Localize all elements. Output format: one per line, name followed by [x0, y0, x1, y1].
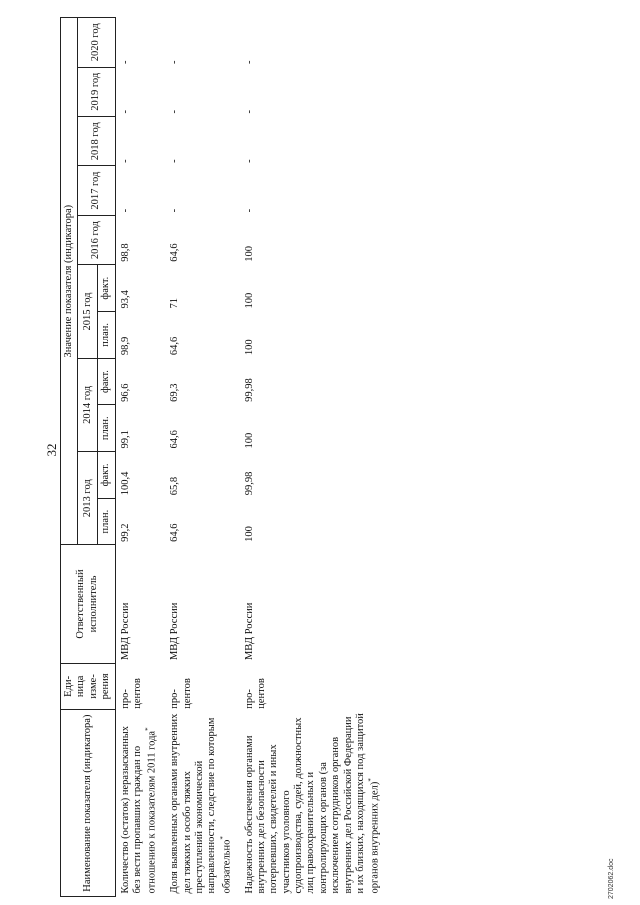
value-2015-plan: 100	[243, 339, 255, 356]
value-2019: -	[169, 109, 181, 114]
value-2014-fact: 96,6	[119, 383, 131, 402]
header-fact: факт.	[98, 358, 115, 405]
value-2016: 64,6	[169, 243, 181, 262]
unit: про-центов	[243, 678, 267, 709]
executor: МВД России	[169, 602, 181, 661]
executor: МВД России	[119, 602, 131, 661]
value-2013-fact: 99,98	[243, 471, 255, 496]
header-plan: план.	[98, 498, 115, 545]
indicator-name	[240, 710, 389, 897]
value-2018: -	[169, 159, 181, 163]
indicator-name	[165, 710, 239, 897]
value-2015-plan: 64,6	[169, 336, 181, 356]
value-2015-fact: 100	[243, 292, 255, 309]
footer-filename: 2702062.doc	[608, 858, 615, 899]
unit: про-центов	[169, 678, 193, 709]
value-2019: -	[119, 109, 131, 114]
header-year-2016: 2016 год	[78, 215, 115, 264]
value-2013-plan: 100	[243, 526, 255, 542]
header-unit: Еди-ница изме-рения	[61, 663, 116, 710]
page-number: 32	[44, 443, 59, 457]
value-2018: -	[119, 159, 131, 163]
value-2015-plan: 98,9	[119, 336, 131, 356]
value-2016: 98,8	[119, 243, 131, 262]
footnote-star: *	[367, 778, 376, 782]
header-year-2018: 2018 год	[78, 116, 115, 165]
header-fact: факт.	[98, 452, 115, 499]
value-2013-fact: 100,4	[119, 471, 131, 496]
value-2014-plan: 100	[243, 432, 255, 449]
indicator-name-text: Доля выявленных органами внутренних дел тяжких и особо тяжких преступлений экономической направленности, следствие по которым обязательно	[169, 713, 233, 894]
value-2014-plan: 99,1	[119, 430, 131, 449]
value-2014-fact: 69,3	[169, 383, 181, 402]
value-2014-fact: 99,98	[243, 378, 255, 402]
value-2013-plan: 64,6	[169, 523, 181, 542]
indicators-table	[60, 17, 388, 897]
value-2013-fact: 65,8	[169, 476, 181, 496]
value-2017: -	[169, 208, 181, 213]
header-fact: факт.	[98, 265, 115, 312]
header-values-title: Значение показателя (индикатора)	[61, 18, 78, 545]
executor: МВД России	[243, 602, 255, 661]
indicator-name-text: Количество (остаток) неразысканных без вести пропавших граждан по отношению к показателям 2011 года	[119, 725, 158, 894]
header-year-2019: 2019 год	[78, 67, 115, 116]
header-year-2014: 2014 год	[78, 358, 98, 451]
header-plan: план.	[98, 311, 115, 358]
value-2019: -	[243, 109, 255, 114]
value-2017: -	[243, 208, 255, 213]
value-2016: 100	[243, 246, 255, 262]
indicator-name-text: Надежность обеспечения органами внутренних дел безопасности потерпевших, свидетелей и иных участников уголовного судопроизводства, судей, должностных лиц правоохранительных и контролирующих органов (за исключением сотрудников органов внутренних дел Российской Федерации и их близких, находящихся под защитой органов внутренних дел)	[243, 713, 381, 894]
unit: про-центов	[119, 678, 143, 709]
value-2014-plan: 64,6	[169, 430, 181, 449]
footnote-star: *	[218, 836, 227, 840]
header-year-2013: 2013 год	[78, 452, 98, 545]
value-2017: -	[119, 208, 131, 213]
value-2020: -	[119, 60, 131, 65]
value-2013-plan: 99,2	[119, 523, 131, 542]
table-row	[240, 18, 389, 897]
value-2015-fact: 93,4	[119, 290, 131, 309]
indicator-name	[115, 710, 165, 897]
value-2015-fact: 71	[169, 297, 181, 309]
header-year-2015: 2015 год	[78, 265, 98, 358]
footnote-star: *	[144, 727, 153, 731]
value-2020: -	[243, 60, 255, 65]
table-row	[165, 18, 239, 897]
header-plan: план.	[98, 405, 115, 452]
header-indicator-name: Наименование показателя (индикатора)	[61, 710, 116, 897]
header-year-2020: 2020 год	[78, 18, 115, 68]
header-executor: Ответственный исполнитель	[61, 545, 116, 663]
value-2020: -	[169, 60, 181, 65]
table-row	[115, 18, 165, 897]
header-year-2017: 2017 год	[78, 166, 115, 215]
value-2018: -	[243, 159, 255, 163]
